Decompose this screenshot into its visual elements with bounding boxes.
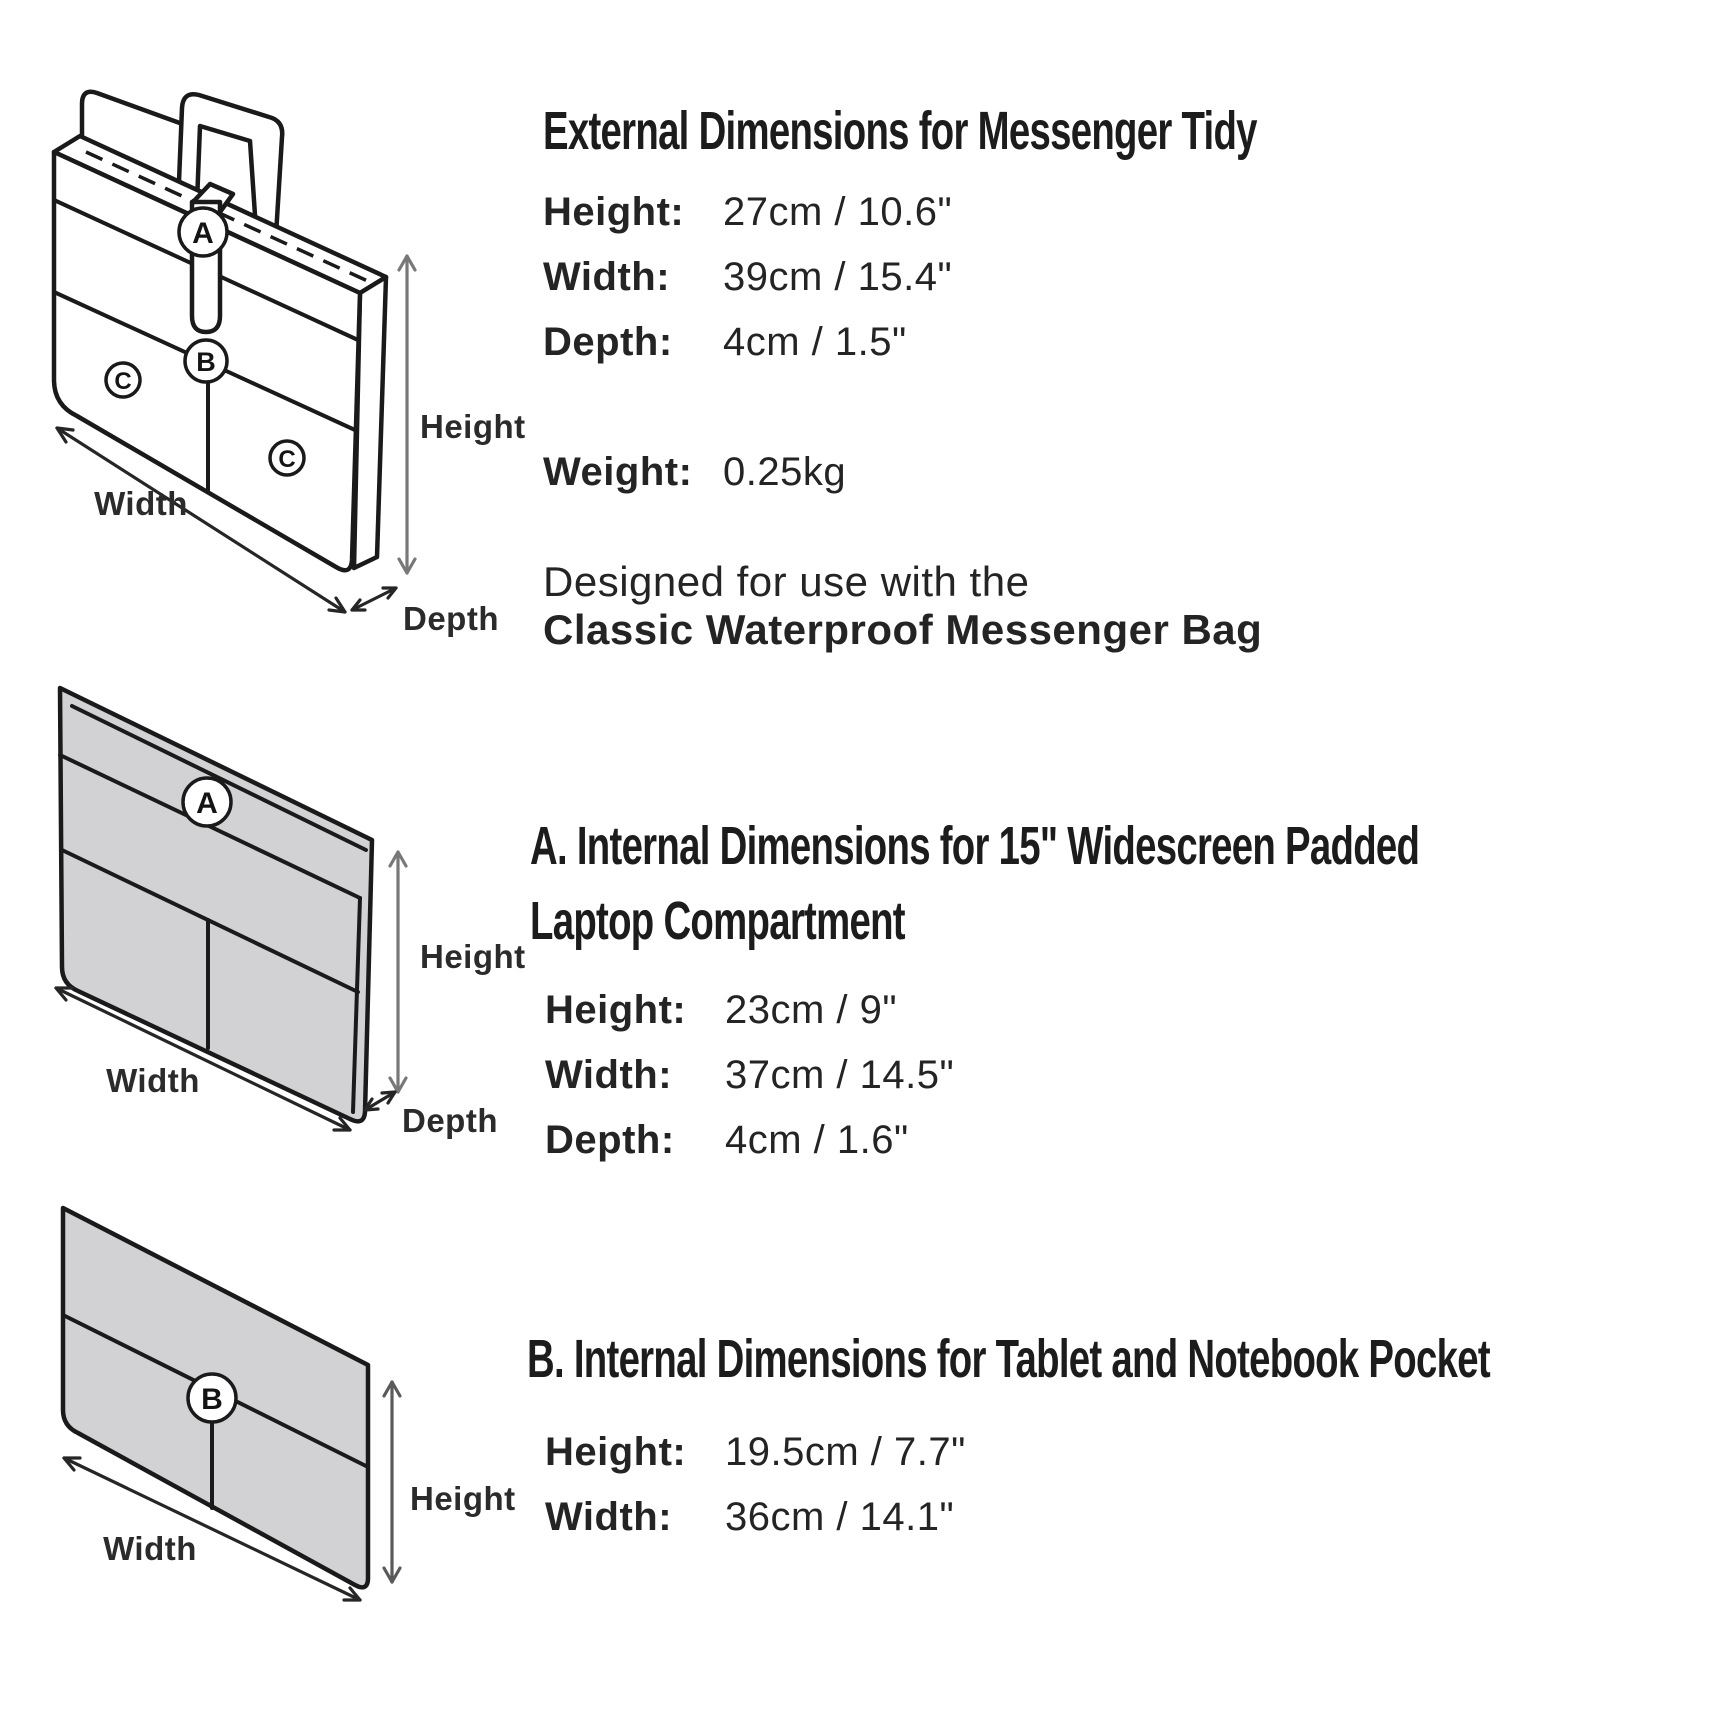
weight-value: 0.25kg [723, 450, 847, 494]
designed-for-note [543, 558, 1262, 654]
weight-label: Weight: [543, 450, 693, 494]
spec-value: 4cm / 1.6" [725, 1118, 909, 1162]
height-arrow [384, 1382, 400, 1582]
spec-label: Depth: [543, 320, 673, 364]
svg-text:C: C [278, 446, 296, 473]
height-label: Height [420, 408, 526, 445]
callout-c-left [106, 363, 140, 397]
spec-label: Height: [545, 1430, 687, 1474]
depth-arrow [352, 588, 396, 610]
tablet-pocket-title: B. Internal Dimensions for Tablet and Notebook Pocket [527, 1329, 1490, 1389]
depth-label: Depth [402, 1102, 498, 1139]
tablet-pocket-specs [545, 1420, 966, 1550]
spec-label: Width: [545, 1495, 673, 1539]
spec-value: 27cm / 10.6" [723, 190, 953, 234]
svg-text:B: B [196, 347, 216, 377]
spec-label: Height: [545, 988, 687, 1032]
laptop-compartment-specs [545, 978, 954, 1173]
external-dimensions-title: External Dimensions for Messenger Tidy [543, 101, 1257, 161]
laptop-compartment-title-line1: A. Internal Dimensions for 15" Widescreen Padded [530, 816, 1420, 876]
svg-text:C: C [114, 368, 132, 395]
laptop-compartment-diagram [20, 660, 580, 1220]
spec-label: Width: [545, 1053, 673, 1097]
callout-a [183, 778, 231, 826]
height-arrow [399, 256, 415, 573]
spec-value: 19.5cm / 7.7" [725, 1430, 966, 1474]
external-dimensions-specs [543, 180, 952, 375]
note-line-1: Designed for use with the [543, 558, 1030, 605]
width-label: Width [94, 485, 188, 522]
spec-value: 37cm / 14.5" [725, 1053, 955, 1097]
spec-value: 23cm / 9" [725, 988, 898, 1032]
width-label: Width [106, 1062, 200, 1099]
width-label: Width [103, 1530, 197, 1567]
height-label: Height [410, 1480, 516, 1517]
spec-label: Depth: [545, 1118, 675, 1162]
note-line-2: Classic Waterproof Messenger Bag [543, 606, 1263, 653]
callout-a [179, 208, 227, 256]
weight-row [543, 440, 846, 505]
tablet-pocket-diagram [20, 1180, 580, 1726]
depth-label: Depth [403, 600, 499, 637]
height-arrow [390, 852, 406, 1092]
callout-c-right [270, 441, 304, 475]
svg-text:A: A [196, 787, 218, 820]
height-label: Height [420, 938, 526, 975]
spec-label: Height: [543, 190, 685, 234]
messenger-tidy-diagram [20, 60, 580, 660]
callout-b [185, 340, 227, 382]
svg-text:B: B [201, 1383, 223, 1416]
spec-value: 4cm / 1.5" [723, 320, 907, 364]
spec-label: Width: [543, 255, 671, 299]
spec-value: 36cm / 14.1" [725, 1495, 955, 1539]
compartment-body [60, 688, 372, 1121]
callout-b [188, 1374, 236, 1422]
laptop-compartment-title-line2: Laptop Compartment [530, 891, 905, 951]
spec-value: 39cm / 15.4" [723, 255, 953, 299]
depth-arrow [365, 1092, 395, 1110]
svg-text:A: A [192, 217, 214, 250]
